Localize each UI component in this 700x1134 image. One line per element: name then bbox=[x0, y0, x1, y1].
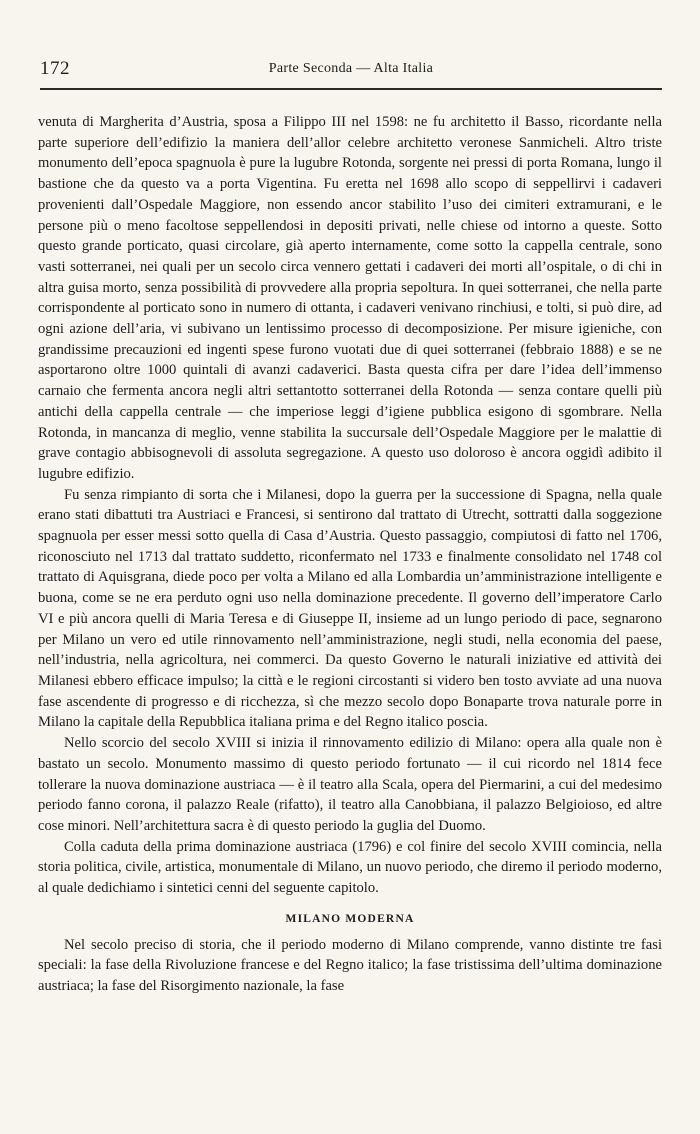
paragraph-austrian-rule: Fu senza rimpianto di sorta che i Milanesi, dopo la guerra per la successione di Spagna, nella quale erano stati dibattuti tra Austriaci e Francesi, si sentirono dal trattato di Utrecht, sottratti dalla soggezione spagnuola per esser messi sotto quella di Casa d’Austria. Questo passaggio, compiutosi di fatto nel 1706, riconosciuto nel 1713 dal trattato suddetto, riconfermato nel 1733 e finalmente consolidato nel 1748 col trattato di Aquisgrana, diede poco per volta a Milano ed alla Lombardia un’amministrazione intelligente e buona, come se ne era perduto ogni uso nella dominazione precedente. Il governo dell’imperatore Carlo VI e più ancora quelli di Maria Teresa e di Giuseppe II, insieme ad un lungo periodo di pace, segnarono per Milano un vero ed utile rinnovamento nell’amministrazione, negli studi, nella economia del paese, nell’industria, nella agricoltura, nei commerci. Da questo Governo le naturali iniziative ed attività dei Milanesi ebbero efficace impulso; la città e le regioni circostanti si videro ben tosto avviate ad una nuova fase ascendente di progresso e di ricchezza, sì che mezzo secolo dopo Bonaparte trova naturale porre in Milano la capitale della Repubblica italiana prima e del Regno italico poscia. bbox=[38, 486, 662, 731]
paragraph-modern-period: Colla caduta della prima dominazione austriaca (1796) e col finire del secolo XVIII comincia, nella storia politica, civile, artistica, monumentale di Milano, un nuovo periodo, che diremo il periodo moderno, al quale dedichiamo i sintetici cenni del seguente capitolo. bbox=[38, 838, 662, 897]
page-number: 172 bbox=[40, 58, 70, 79]
page-header bbox=[40, 58, 662, 82]
paragraph-renewal: Nello scorcio del secolo XVIII si inizia il rinnovamento edilizio di Milano: opera alla quale non è bastato un secolo. Monumento massimo di questo periodo fortunato — il cui ricordo nel 1814 fece tollerare la nuova dominazione austriaca — è il teatro alla Scala, opera del Piermarini, a cui del medesimo periodo fanno corona, il palazzo Reale (rifatto), il teatro alla Canobbiana, il palazzo Belgioioso, ed altre cose minori. Nell’architettura sacra è di questo periodo la guglia del Duomo. bbox=[38, 735, 662, 834]
header-rule bbox=[40, 88, 662, 90]
paragraph-modern-milan: Nel secolo preciso di storia, che il periodo moderno di Milano comprende, vanno distinte tre fasi speciali: la fase della Rivoluzione francese e del Regno italico; la fase tristissima dell’ultima dominazione austriaca; la fase del Risorgimento nazionale, la fase bbox=[38, 936, 662, 995]
paragraph-rotonda: venuta di Margherita d’Austria, sposa a Filippo III nel 1598: ne fu architetto il Basso, ricordante nella parte superiore dell’edifizio la maniera dell’allor celebre architetto veronese Sanmicheli. Altro triste monumento dell’epoca spagnuola è pure la lugubre Rotonda, sorgente nei pressi di porta Romana, lungo il bastione che da questo va a porta Vigentina. Fu eretta nel 1698 allo scopo di seppellirvi i cadaveri provenienti dall’Ospedale Maggiore, non essendo ancor stabilito l’uso dei cimiteri extramurani, e le persone più o meno facoltose seppellendosi in depositi privati, nelle chiese od intorno a queste. Sotto questo grande porticato, quasi circolare, già aperto internamente, come sotto la cappella centrale, sono vasti sotterranei, nei quali per un secolo circa vennero gettati i cadaveri dei morti all’ospitale, o di chi in altra guisa morto, senza possibilità di provvedere alla propria sepoltura. In quei sotterranei, che nella parte corrispondente al porticato sono in numero di ottanta, i cadaveri venivano rinchiusi, e tolti, si può dire, ad ogni azione dell’aria, vi subivano un lentissimo processo di decomposizione. Per misure igieniche, con grandissime precauzioni ed ingenti spese furono vuotati due di quei sotterranei (febbraio 1888) e se ne asportarono oltre 1000 quintali di avanzi cadaverici. Basta questa cifra per dare l’idea dell’immenso carnaio che fermenta ancora negli altri settantotto sotterranei della Rotonda — senza contare quelli più antichi della cappella centrale — che imperiose leggi d’igiene pubblica esigono di sgombrare. Nella Rotonda, in mancanza di meglio, venne stabilita la succursale dell’Ospedale Maggiore per le malattie di grave contagio abbisognevoli di assoluta segregazione. A questo uso doloroso è ancora oggidì adibito il lugubre edifizio. bbox=[38, 114, 662, 482]
page-body bbox=[38, 112, 662, 997]
running-title: Parte Seconda — Alta Italia bbox=[268, 61, 434, 76]
section-heading: MILANO MODERNA bbox=[285, 912, 415, 925]
